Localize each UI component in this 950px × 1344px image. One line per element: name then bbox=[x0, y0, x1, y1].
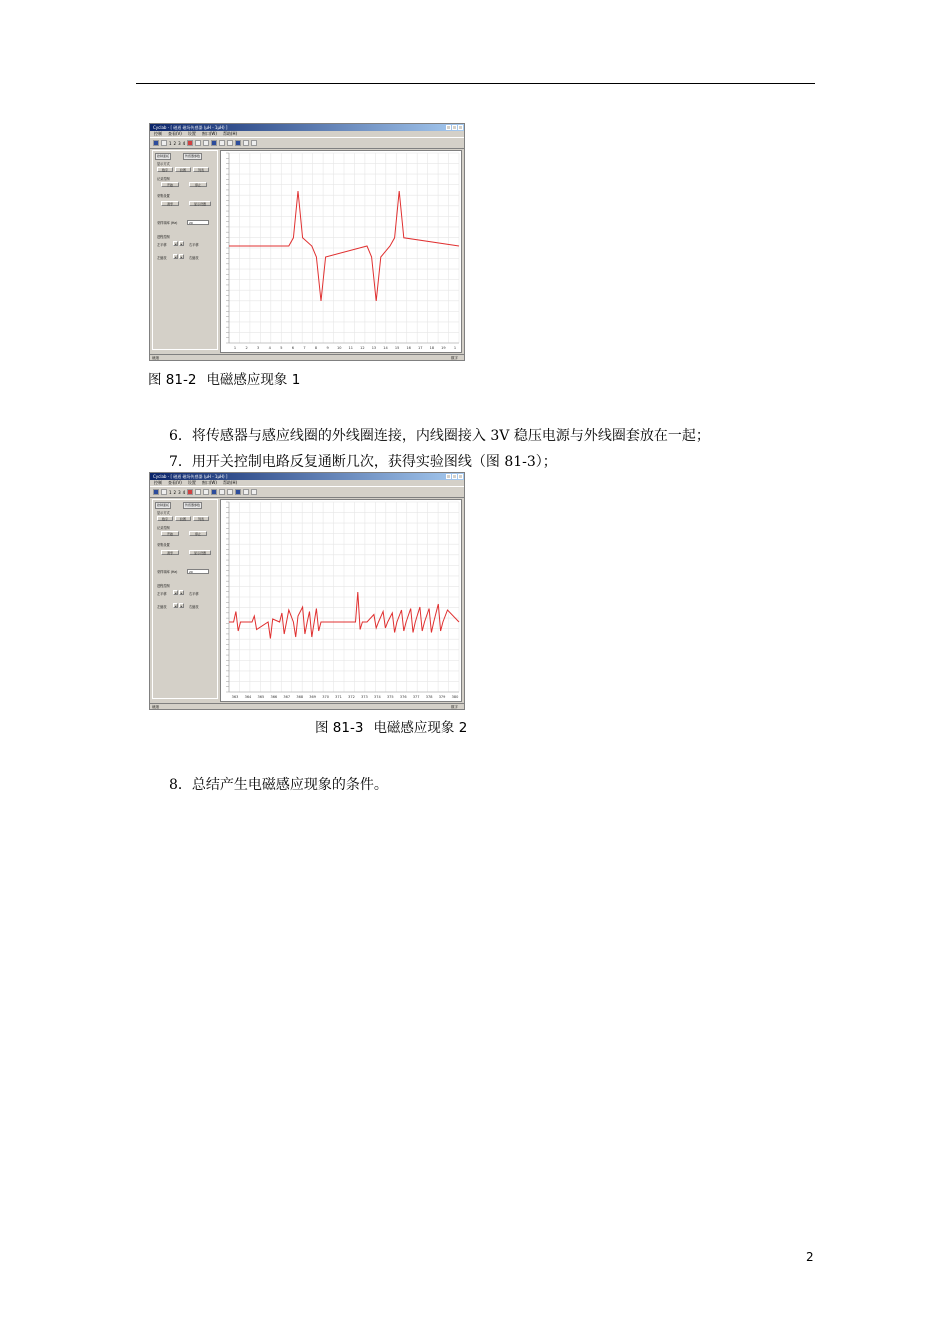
rate-label: 采样频率 (Hz) bbox=[157, 221, 178, 225]
window-title: Cyclab - [ 磁通 磁场传感器 (μH - 1μH) ] bbox=[153, 474, 228, 479]
status-right: 数字 bbox=[451, 705, 458, 709]
minimize-icon[interactable] bbox=[446, 474, 451, 479]
stop-icon[interactable] bbox=[219, 489, 225, 495]
display-button[interactable]: 拉图 bbox=[175, 167, 191, 172]
right-pan-label: 右平移 bbox=[189, 243, 199, 247]
paste-icon[interactable] bbox=[251, 489, 257, 495]
stop-button[interactable]: 停止 bbox=[189, 531, 207, 536]
minimize-icon[interactable] bbox=[446, 125, 451, 130]
x-tick-label: 374 bbox=[374, 695, 381, 699]
left-arrow-icon[interactable]: ◂ bbox=[174, 255, 177, 259]
x-tick-label: 12 bbox=[360, 346, 365, 350]
software-screenshot-1 bbox=[149, 123, 465, 361]
display-button[interactable]: 列表 bbox=[193, 167, 209, 172]
record-label: 记录控制 bbox=[157, 177, 170, 181]
chart-icon[interactable] bbox=[187, 140, 193, 146]
status-left: 就绪 bbox=[152, 356, 159, 360]
step-7: 7．用开关控制电路反复通断几次，获得实验图线（图 81-3）； bbox=[169, 454, 557, 470]
maximize-icon[interactable] bbox=[452, 474, 457, 479]
grid-icon[interactable] bbox=[195, 140, 201, 146]
x-tick-label: 7 bbox=[303, 346, 306, 350]
x-tick-label: 8 bbox=[314, 346, 318, 350]
grid-icon[interactable] bbox=[195, 489, 201, 495]
sampling-label: 采集设置 bbox=[157, 194, 170, 198]
sensor-chart bbox=[221, 151, 461, 352]
figure-caption-1 bbox=[148, 368, 300, 388]
pan-label: 进程控制 bbox=[157, 235, 170, 239]
x-tick-label: 363 bbox=[231, 695, 239, 699]
rate-select[interactable]: 20 bbox=[187, 569, 209, 574]
caption-label: 图 81-2 bbox=[148, 372, 197, 388]
window-titlebar bbox=[150, 473, 464, 480]
grid2-icon[interactable] bbox=[203, 140, 209, 146]
x-tick-label: 370 bbox=[322, 695, 329, 699]
figure-caption-2 bbox=[315, 716, 467, 736]
toolbar-num[interactable]: 1 bbox=[169, 489, 172, 495]
x-tick-label: 13 bbox=[371, 346, 377, 350]
start-button[interactable]: 开始 bbox=[161, 182, 179, 187]
left-arrow-icon[interactable]: ◂ bbox=[174, 242, 177, 246]
display-settings-button[interactable]: 显示设置 bbox=[189, 550, 211, 555]
save-icon[interactable] bbox=[227, 489, 233, 495]
x-tick-label: 376 bbox=[399, 695, 407, 699]
sampling-label: 采集设置 bbox=[157, 543, 170, 547]
caption-text: 电磁感应现象 1 bbox=[206, 372, 301, 388]
display-mode-label: 显示方式 bbox=[157, 162, 170, 166]
x-tick-label: 1 bbox=[233, 346, 237, 350]
chart-icon[interactable] bbox=[187, 489, 193, 495]
display-button[interactable]: 列表 bbox=[193, 516, 209, 521]
left-zoom-label: 左缩放 bbox=[157, 256, 167, 260]
x-tick-label: 19 bbox=[441, 346, 446, 350]
x-tick-label: 16 bbox=[406, 346, 411, 350]
tab-control[interactable]: 控制面板 bbox=[157, 154, 170, 158]
toolbar-num[interactable]: 2 bbox=[173, 489, 177, 495]
rate-select[interactable]: 20 bbox=[187, 220, 209, 225]
page-number: 2 bbox=[806, 1250, 814, 1264]
x-tick-label: 378 bbox=[425, 695, 433, 699]
toolbar-num[interactable]: 4 bbox=[182, 489, 186, 495]
software-screenshot-2 bbox=[149, 472, 465, 710]
maximize-icon[interactable] bbox=[452, 125, 457, 130]
open-icon[interactable] bbox=[153, 489, 159, 495]
menu-item[interactable]: 查看(V) bbox=[168, 131, 182, 136]
open-icon[interactable] bbox=[153, 140, 159, 146]
globe-icon[interactable] bbox=[235, 489, 241, 495]
toolbar bbox=[150, 486, 464, 498]
clear-button[interactable]: 清零 bbox=[161, 201, 179, 206]
x-tick-label: 9 bbox=[326, 346, 329, 350]
menu-item[interactable]: 帮助(H) bbox=[222, 131, 238, 136]
record-label: 记录控制 bbox=[157, 526, 170, 530]
menu-item[interactable]: 控制 bbox=[154, 480, 162, 485]
x-tick-label: 17 bbox=[418, 346, 423, 350]
right-arrow-icon[interactable]: ▸ bbox=[180, 604, 183, 608]
right-arrow-icon[interactable]: ▸ bbox=[180, 255, 183, 259]
left-arrow-icon[interactable]: ◂ bbox=[174, 604, 177, 608]
stop-button[interactable]: 停止 bbox=[189, 182, 207, 187]
status-bar bbox=[150, 354, 464, 360]
x-tick-label: 2 bbox=[245, 346, 248, 350]
right-arrow-icon[interactable]: ▸ bbox=[180, 242, 183, 246]
x-tick-label: 10 bbox=[336, 346, 342, 350]
display-button[interactable]: 数字 bbox=[157, 167, 173, 172]
x-tick-label: 366 bbox=[270, 695, 278, 699]
control-panel bbox=[152, 499, 218, 699]
menu-item[interactable]: 控制 bbox=[154, 131, 162, 136]
globe-icon[interactable] bbox=[235, 140, 241, 146]
copy-icon[interactable] bbox=[243, 489, 249, 495]
menu-item[interactable]: 窗口(W) bbox=[201, 480, 217, 485]
plot-area[interactable] bbox=[220, 499, 462, 702]
x-tick-label: 3 bbox=[257, 346, 260, 350]
left-zoom-label: 左缩放 bbox=[157, 605, 167, 609]
x-tick-label: 375 bbox=[386, 695, 394, 699]
sensor-chart bbox=[221, 500, 461, 701]
menu-item[interactable]: 设置 bbox=[187, 131, 196, 136]
x-tick-label: 373 bbox=[361, 695, 368, 699]
x-tick-label: 377 bbox=[412, 695, 420, 699]
x-tick-label: 1 bbox=[453, 346, 457, 350]
menu-item[interactable]: 窗口(W) bbox=[201, 131, 217, 136]
window-titlebar bbox=[150, 124, 464, 131]
x-tick-label: 5 bbox=[280, 346, 283, 350]
display-settings-button[interactable]: 显示设置 bbox=[189, 201, 211, 206]
header-rule bbox=[136, 83, 815, 84]
pan-label: 进程控制 bbox=[157, 584, 170, 588]
x-tick-label: 380 bbox=[451, 695, 459, 699]
status-left: 就绪 bbox=[152, 705, 159, 709]
x-tick-label: 6 bbox=[291, 346, 295, 350]
table-icon[interactable] bbox=[161, 140, 167, 146]
display-button[interactable]: 拉图 bbox=[175, 516, 191, 521]
step-8: 8．总结产生电磁感应现象的条件。 bbox=[169, 777, 388, 793]
x-tick-label: 371 bbox=[335, 695, 342, 699]
close-icon[interactable] bbox=[458, 125, 463, 130]
x-tick-label: 11 bbox=[348, 346, 354, 350]
rate-label: 采样频率 (Hz) bbox=[157, 570, 178, 574]
menu-item[interactable]: 帮助(H) bbox=[222, 480, 238, 485]
caption-text: 电磁感应现象 2 bbox=[373, 720, 468, 736]
menu-item[interactable]: 设置 bbox=[187, 480, 196, 485]
play-icon[interactable] bbox=[211, 489, 217, 495]
x-tick-label: 368 bbox=[296, 695, 304, 699]
right-zoom-label: 右缩放 bbox=[189, 256, 199, 260]
status-bar bbox=[150, 703, 464, 709]
toolbar-num[interactable]: 3 bbox=[178, 489, 181, 495]
menu-item[interactable]: 查看(V) bbox=[168, 480, 182, 485]
x-tick-label: 4 bbox=[268, 346, 271, 350]
right-pan-label: 右平移 bbox=[189, 592, 199, 596]
table-icon[interactable] bbox=[161, 489, 167, 495]
toolbar-num[interactable]: 1 bbox=[169, 140, 172, 146]
caption-label: 图 81-3 bbox=[315, 720, 364, 736]
tab-control[interactable]: 控制面板 bbox=[157, 503, 170, 507]
grid2-icon[interactable] bbox=[203, 489, 209, 495]
play-icon[interactable] bbox=[211, 140, 217, 146]
toolbar-num[interactable]: 4 bbox=[182, 140, 186, 146]
tab-sensor[interactable]: 传感器参数 bbox=[185, 503, 201, 507]
toolbar-num[interactable]: 2 bbox=[173, 140, 177, 146]
x-tick-label: 367 bbox=[283, 695, 291, 699]
plot-area[interactable] bbox=[220, 150, 462, 353]
x-tick-label: 372 bbox=[348, 695, 355, 699]
right-zoom-label: 右缩放 bbox=[189, 605, 199, 609]
left-pan-label: 左平移 bbox=[157, 592, 167, 596]
stop-icon[interactable] bbox=[219, 140, 225, 146]
close-icon[interactable] bbox=[458, 474, 463, 479]
x-tick-label: 365 bbox=[257, 695, 265, 699]
left-pan-label: 左平移 bbox=[157, 243, 167, 247]
right-arrow-icon[interactable]: ▸ bbox=[180, 591, 183, 595]
toolbar-num[interactable]: 3 bbox=[178, 140, 181, 146]
x-tick-label: 18 bbox=[429, 346, 435, 350]
save-icon[interactable] bbox=[227, 140, 233, 146]
x-tick-label: 364 bbox=[244, 695, 252, 699]
x-tick-label: 15 bbox=[394, 346, 400, 350]
window-title: Cyclab - [ 磁通 磁场传感器 (μH - 1μH) ] bbox=[153, 125, 228, 130]
x-tick-label: 14 bbox=[383, 346, 388, 350]
status-right: 数字 bbox=[451, 356, 458, 360]
copy-icon[interactable] bbox=[243, 140, 249, 146]
display-button[interactable]: 数字 bbox=[157, 516, 173, 521]
x-tick-label: 369 bbox=[309, 695, 316, 699]
clear-button[interactable]: 清零 bbox=[161, 550, 179, 555]
x-tick-label: 379 bbox=[438, 695, 446, 699]
start-button[interactable]: 开始 bbox=[161, 531, 179, 536]
control-panel bbox=[152, 150, 218, 350]
toolbar bbox=[150, 137, 464, 149]
left-arrow-icon[interactable]: ◂ bbox=[174, 591, 177, 595]
tab-sensor[interactable]: 传感器参数 bbox=[185, 154, 201, 158]
display-mode-label: 显示方式 bbox=[157, 511, 170, 515]
step-6: 6．将传感器与感应线圈的外线圈连接，内线圈接入 3V 稳压电源与外线圈套放在一起； bbox=[169, 428, 710, 444]
paste-icon[interactable] bbox=[251, 140, 257, 146]
